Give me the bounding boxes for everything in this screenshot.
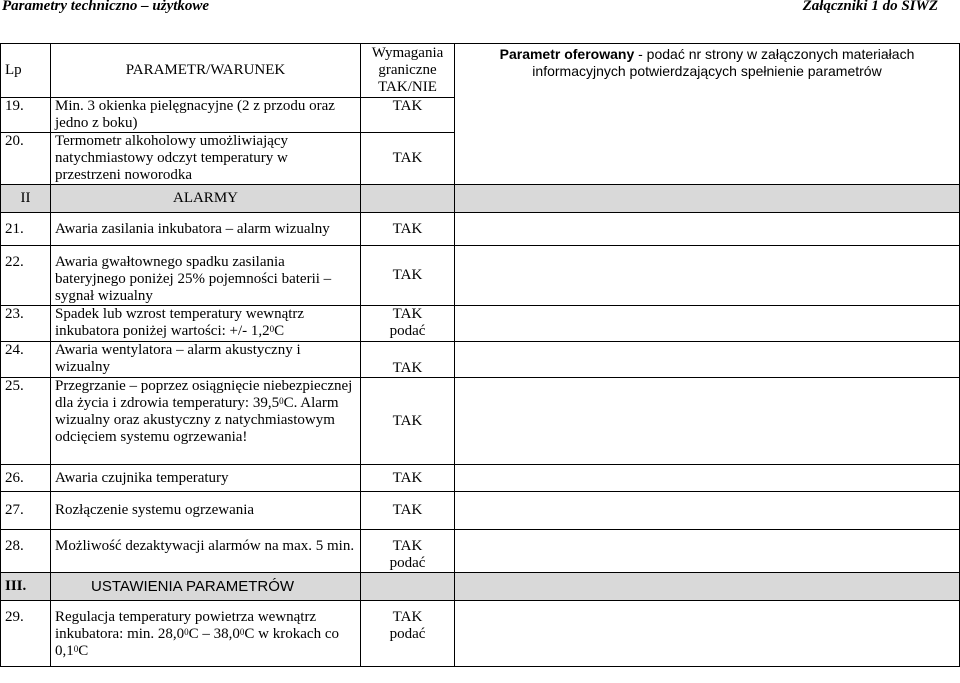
header-req: Wymagania graniczne TAK/NIE <box>361 44 455 98</box>
header-left-title: Parametry techniczno – użytkowe <box>2 0 210 14</box>
degree-sup: 0 <box>184 627 189 637</box>
row-req: TAK <box>361 342 455 378</box>
table-row <box>1 601 960 667</box>
row-req: TAK <box>361 98 455 133</box>
row-lp: 28. <box>1 530 51 573</box>
table-row <box>1 378 960 465</box>
section-req <box>361 185 455 213</box>
row-lp: 23. <box>1 306 51 342</box>
row-req: TAK <box>361 246 455 306</box>
row-text <box>51 378 361 465</box>
row-lp: 22. <box>1 246 51 306</box>
row-text-part: Spadek lub wzrost temperatury wewnątrz inkubatora poniżej wartości: +/- 1,2 <box>55 306 305 339</box>
req-value: TAK <box>392 306 423 322</box>
row-lp: 20. <box>1 133 51 185</box>
row-offer <box>455 530 960 573</box>
req-value-2: podać <box>389 323 426 339</box>
row-lp: 29. <box>1 601 51 667</box>
row-text-part: Przegrzanie – poprzez osiągnięcie niebezpiecznej dla życia i zdrowia temperatury: 39,5 <box>55 378 353 411</box>
row-text: Termometr alkoholowy umożliwiający natychmiastowy odczyt temperatury w przestrzeni noworodka <box>51 133 361 185</box>
row-lp: 21. <box>1 213 51 246</box>
table-header-row <box>1 44 960 98</box>
table-row <box>1 213 960 246</box>
table-row <box>1 306 960 342</box>
section-row-ustawienia <box>1 573 960 601</box>
row-req: TAK <box>361 213 455 246</box>
row-text: Min. 3 okienka pielęgnacyjne (2 z przodu oraz jedno z boku) <box>51 98 361 133</box>
row-lp: 27. <box>1 492 51 530</box>
section-req <box>361 573 455 601</box>
row-text: Awaria zasilania inkubatora – alarm wizualny <box>51 213 361 246</box>
row-req <box>361 601 455 667</box>
section-lp: III. <box>1 573 51 601</box>
row-offer <box>455 306 960 342</box>
row-offer <box>455 492 960 530</box>
row-text-part: C. Alarm wizualny oraz akustyczny z natychmiastowym odcięciem systemu ogrzewania! <box>55 395 339 445</box>
table-row <box>1 530 960 573</box>
section-row-alarmy <box>1 185 960 213</box>
row-text-part: C – 38,0 <box>188 626 240 642</box>
degree-sup: 0 <box>239 627 245 637</box>
row-offer <box>455 246 960 306</box>
row-offer <box>455 342 960 378</box>
row-text-part: Regulacja temperatury powietrza wewnątrz inkubatora: min. 28,0 <box>55 609 317 642</box>
header-right-title: Załączniki 1 do SIWZ <box>802 0 938 14</box>
row-req: TAK <box>361 492 455 530</box>
table-row <box>1 492 960 530</box>
row-lp: 19. <box>1 98 51 133</box>
req-value-2: podać <box>389 626 426 642</box>
row-lp: 25. <box>1 378 51 465</box>
row-offer <box>455 465 960 492</box>
row-text <box>51 601 361 667</box>
row-req: TAK <box>361 465 455 492</box>
table-row <box>1 342 960 378</box>
row-text: Awaria czujnika temperatury <box>51 465 361 492</box>
row-text: Awaria wentylatora – alarm akustyczny i wizualny <box>51 342 361 378</box>
parameters-table <box>0 43 960 667</box>
header-offer-bold: Parametr oferowany <box>499 46 635 62</box>
req-value-2: podać <box>389 555 426 571</box>
row-offer <box>455 601 960 667</box>
row-lp: 24. <box>1 342 51 378</box>
degree-sup: 0 <box>279 396 284 406</box>
table-row <box>1 246 960 306</box>
row-offer <box>455 213 960 246</box>
row-text-part: C <box>78 643 89 659</box>
header-offer <box>455 44 960 185</box>
row-req <box>361 306 455 342</box>
req-value: TAK <box>392 609 423 625</box>
header-lp: Lp <box>1 44 51 98</box>
degree-sup: 0 <box>269 324 275 334</box>
table-row <box>1 465 960 492</box>
section-offer <box>455 185 960 213</box>
row-req: TAK <box>361 378 455 465</box>
section-title: ALARMY <box>51 185 361 213</box>
row-text: Awaria gwałtownego spadku zasilania bateryjnego poniżej 25% pojemności baterii – sygnał wizualny <box>51 246 361 306</box>
row-text: Rozłączenie systemu ogrzewania <box>51 492 361 530</box>
header-offer-rest: - podać nr strony w załączonych materiałach informacyjnych potwierdzających spełnienie parametrów <box>532 46 915 79</box>
req-value: TAK <box>392 538 423 554</box>
row-req <box>361 530 455 573</box>
section-offer <box>455 573 960 601</box>
section-lp: II <box>1 185 51 213</box>
row-text <box>51 306 361 342</box>
degree-sup: 0 <box>73 644 79 654</box>
section-title: USTAWIENIA PARAMETRÓW <box>51 573 361 601</box>
row-req: TAK <box>361 133 455 185</box>
row-text-part: C w krokach co 0,1 <box>55 626 339 659</box>
row-text-part: C <box>274 323 285 339</box>
header-param: PARAMETR/WARUNEK <box>51 44 361 98</box>
row-lp: 26. <box>1 465 51 492</box>
row-text: Możliwość dezaktywacji alarmów na max. 5 min. <box>51 530 361 573</box>
row-offer <box>455 378 960 465</box>
